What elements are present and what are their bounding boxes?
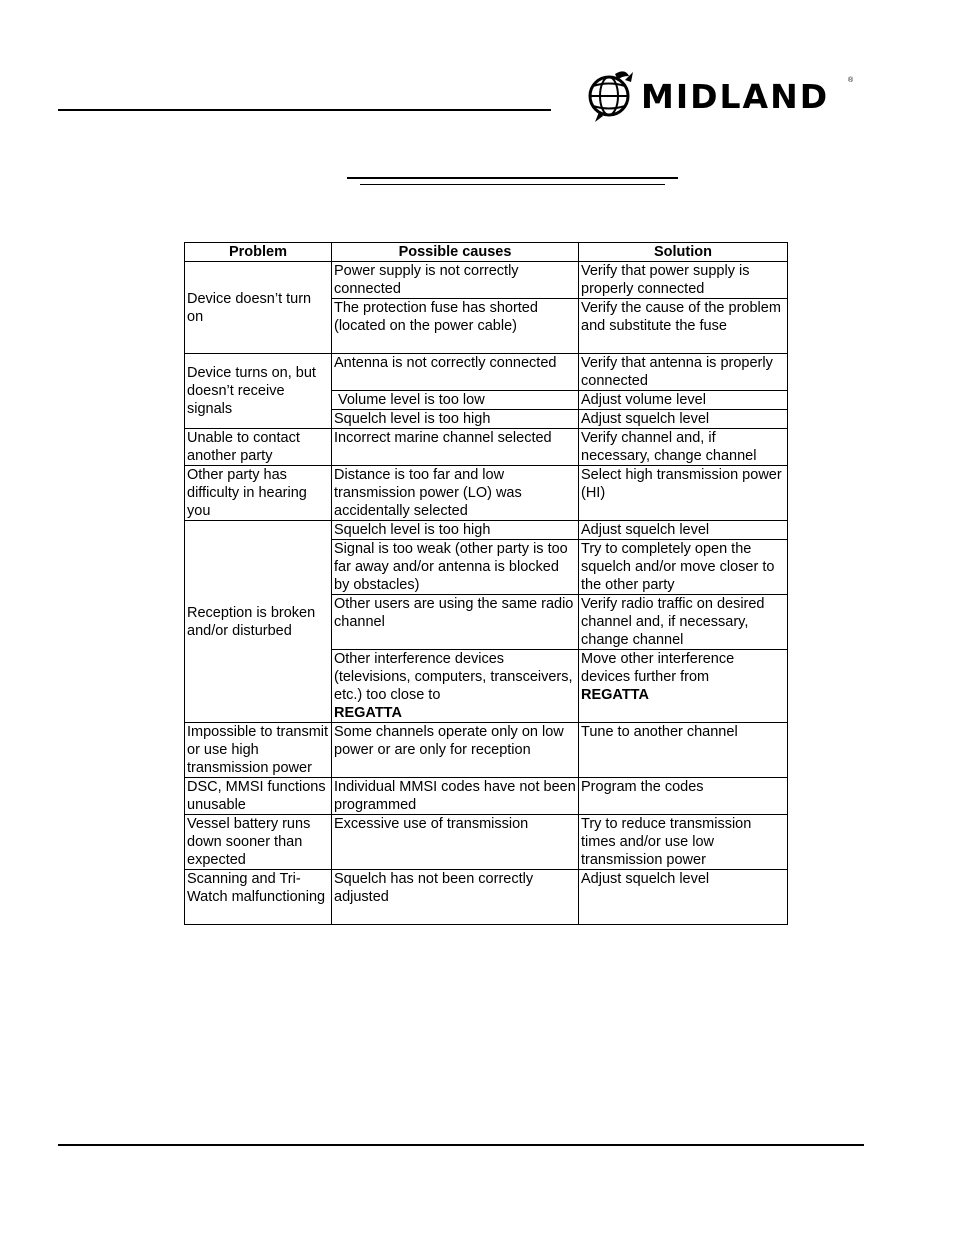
problem-cell: Scanning and Tri- Watch malfunctioning: [185, 870, 332, 925]
problem-cell: DSC, MMSI functions unusable: [185, 778, 332, 815]
solution-cell: Try to reduce transmission times and/or use low transmission power: [579, 815, 788, 870]
cause-cell: [332, 650, 579, 723]
solution-cell: Verify channel and, if necessary, change channel: [579, 429, 788, 466]
solution-text: Move other interference devices further from: [581, 651, 735, 685]
cause-cell: The protection fuse has shorted (located on the power cable): [332, 299, 579, 354]
table-row: [185, 354, 788, 391]
cause-cell: Antenna is not correctly connected: [332, 354, 579, 391]
solution-cell: Program the codes: [579, 778, 788, 815]
table-row: [185, 870, 788, 925]
cause-cell: Volume level is too low: [332, 391, 579, 410]
solution-cell: Select high transmission power (HI): [579, 466, 788, 521]
table-row: [185, 429, 788, 466]
troubleshooting-table: [184, 242, 788, 925]
table-row: [185, 723, 788, 778]
cause-text: Other interference devices (televisions, computers, transceivers, etc.) too close to: [334, 651, 573, 703]
problem-cell: Unable to contact another party: [185, 429, 332, 466]
cause-cell: Distance is too far and low transmission power (LO) was accidentally selected: [332, 466, 579, 521]
title-underline-secondary: [360, 184, 665, 185]
solution-cell: Verify the cause of the problem and substitute the fuse: [579, 299, 788, 354]
cause-cell: Excessive use of transmission: [332, 815, 579, 870]
registered-mark: ®: [848, 77, 854, 84]
product-name: REGATTA: [334, 705, 402, 721]
solution-cell: Try to completely open the squelch and/or move closer to the other party: [579, 540, 788, 595]
table-row: [185, 815, 788, 870]
column-header-problem: Problem: [185, 243, 332, 262]
solution-cell: [579, 650, 788, 723]
cause-cell: Individual MMSI codes have not been programmed: [332, 778, 579, 815]
table-row: [185, 521, 788, 540]
problem-cell: Reception is broken and/or disturbed: [185, 521, 332, 723]
table-row: [185, 466, 788, 521]
solution-cell: Verify that power supply is properly connected: [579, 262, 788, 299]
solution-cell: Adjust squelch level: [579, 870, 788, 925]
problem-cell: Impossible to transmit or use high transmission power: [185, 723, 332, 778]
midland-logo: [585, 66, 860, 126]
cause-cell: Squelch level is too high: [332, 410, 579, 429]
cause-cell: Squelch has not been correctly adjusted: [332, 870, 579, 925]
table-row: [185, 778, 788, 815]
solution-cell: Verify that antenna is properly connected: [579, 354, 788, 391]
table-row: [185, 262, 788, 299]
problem-cell: Device doesn’t turn on: [185, 262, 332, 354]
product-name: REGATTA: [581, 687, 649, 703]
globe-icon: [585, 66, 639, 124]
cause-cell: Incorrect marine channel selected: [332, 429, 579, 466]
column-header-solution: Solution: [579, 243, 788, 262]
title-underline: [347, 177, 678, 179]
cause-cell: Power supply is not correctly connected: [332, 262, 579, 299]
header-rule: [58, 109, 551, 111]
problem-cell: Device turns on, but doesn’t receive signals: [185, 354, 332, 429]
cause-cell: Signal is too weak (other party is too far away and/or antenna is blocked by obstacles): [332, 540, 579, 595]
solution-cell: Verify radio traffic on desired channel and, if necessary, change channel: [579, 595, 788, 650]
table-header-row: [185, 243, 788, 262]
solution-cell: Tune to another channel: [579, 723, 788, 778]
solution-cell: Adjust volume level: [579, 391, 788, 410]
footer-rule: [58, 1144, 864, 1146]
solution-cell: Adjust squelch level: [579, 521, 788, 540]
brand-wordmark: MIDLAND: [641, 77, 830, 116]
cause-cell: Other users are using the same radio channel: [332, 595, 579, 650]
problem-cell: Vessel battery runs down sooner than expected: [185, 815, 332, 870]
column-header-causes: Possible causes: [332, 243, 579, 262]
solution-cell: Adjust squelch level: [579, 410, 788, 429]
cause-cell: Some channels operate only on low power or are only for reception: [332, 723, 579, 778]
problem-cell: Other party has difficulty in hearing you: [185, 466, 332, 521]
cause-cell: Squelch level is too high: [332, 521, 579, 540]
